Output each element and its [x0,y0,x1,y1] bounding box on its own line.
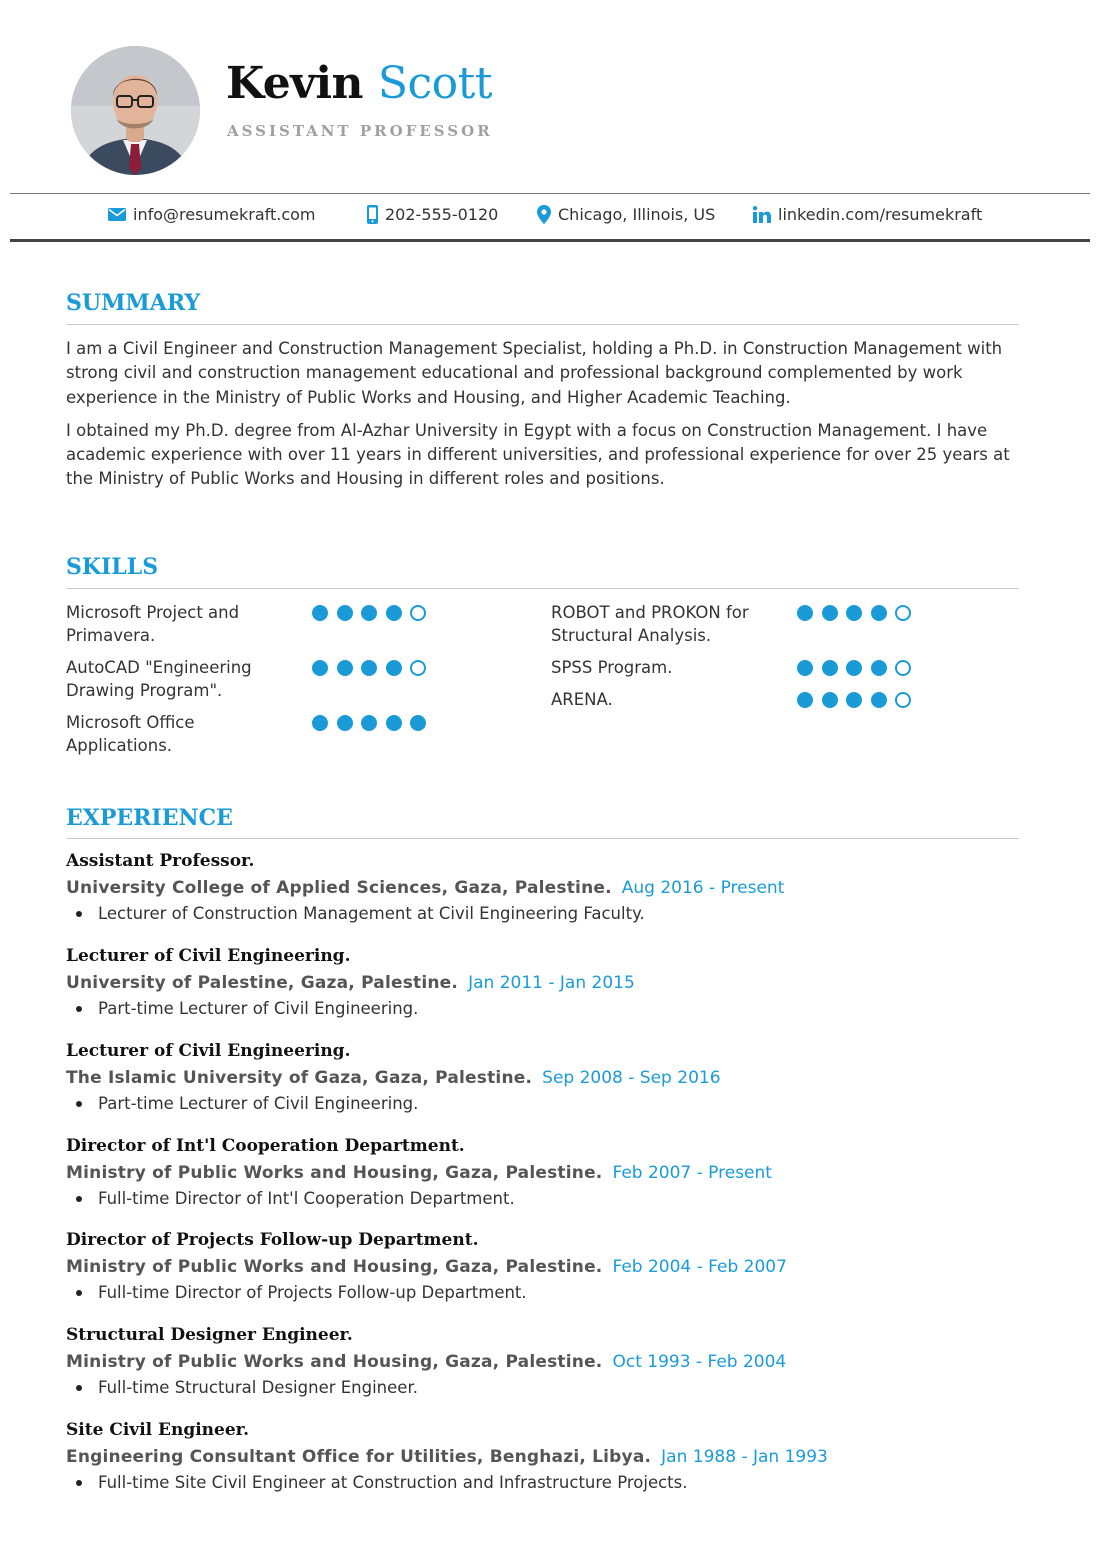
experience-entry [66,850,1026,925]
job-bullet [66,1188,1026,1210]
job-bullet [66,903,1026,925]
phone-text: 202-555-0120 [385,205,499,224]
summary-paragraph: I obtained my Ph.D. degree from Al-Azhar University in Egypt with a focus on Construction Management. I have academic experience with over 11 years in different universities, and professional experience for over 25 years at the Ministry of Public Works and Housing in different roles and positions. [66,420,1010,489]
employer: Engineering Consultant Office for Utilities, Benghazi, Libya. [66,1447,652,1467]
experience-entry [66,945,1026,1020]
skill-item [551,601,911,647]
bullet-text: Part-time Lecturer of Civil Engineering. [98,1094,419,1113]
bullet-text: Full-time Structural Designer Engineer. [98,1378,418,1397]
skill-rating [797,601,911,647]
employer: Ministry of Public Works and Housing, Gaza, Palestine. [66,1352,603,1372]
linkedin-text: linkedin.com/resumekraft [778,205,983,224]
bullet-icon [76,1480,82,1486]
contact-linkedin[interactable] [753,205,982,224]
job-role: Lecturer of Civil Engineering. [66,946,351,966]
bullet-text: Full-time Director of Int'l Cooperation Department. [98,1189,515,1208]
experience-entry [66,1324,1026,1399]
rating-dot-filled [846,660,862,676]
map-pin-icon [537,205,551,224]
skill-name: Microsoft Office Applications. [66,713,195,755]
contact-bar [0,205,1100,235]
contact-location [537,205,715,224]
rating-dot-filled [386,660,402,676]
rating-dot-filled [822,660,838,676]
bullet-icon [76,911,82,917]
rating-dot-filled [361,660,377,676]
rating-dot-filled [337,660,353,676]
job-bullet [66,1472,1026,1494]
bullet-text: Full-time Director of Projects Follow-up Department. [98,1283,527,1302]
linkedin-icon [753,206,771,223]
experience-entry [66,1419,1026,1494]
rating-dot-filled [386,605,402,621]
skill-name: ROBOT and PROKON for Structural Analysis. [551,603,749,645]
experience-divider [66,838,1019,839]
bullet-icon [76,1006,82,1012]
date-range: Feb 2007 - Present [612,1163,772,1183]
rating-dot-empty [895,692,911,708]
job-role: Lecturer of Civil Engineering. [66,1041,351,1061]
location-text: Chicago, Illinois, US [558,205,716,224]
rating-dot-filled [361,715,377,731]
employer: University of Palestine, Gaza, Palestine. [66,973,459,993]
rating-dot-filled [312,660,328,676]
last-name: Scott [377,58,493,109]
rating-dot-filled [822,605,838,621]
skill-name: ARENA. [551,690,613,709]
rating-dot-filled [361,605,377,621]
contact-phone[interactable] [367,205,498,224]
rating-dot-filled [797,692,813,708]
date-range: Aug 2016 - Present [621,878,785,898]
job-role: Director of Projects Follow-up Department. [66,1230,479,1250]
rating-dot-filled [871,692,887,708]
job-bullet [66,1093,1026,1115]
job-bullet [66,998,1026,1020]
rating-dot-empty [410,605,426,621]
job-role: Structural Designer Engineer. [66,1325,353,1345]
skill-item [66,711,426,757]
bullet-icon [76,1385,82,1391]
employer: Ministry of Public Works and Housing, Gaza, Palestine. [66,1257,603,1277]
job-bullet [66,1377,1026,1399]
job-title: ASSISTANT PROFESSOR [227,122,493,140]
rating-dot-filled [846,692,862,708]
first-name: Kevin [226,58,364,109]
summary-text [66,337,1026,501]
experience-entry [66,1229,1026,1304]
date-range: Sep 2008 - Sep 2016 [542,1068,721,1088]
skill-name: AutoCAD "Engineering Drawing Program". [66,658,252,700]
skill-item [66,656,426,702]
contact-email[interactable] [108,205,316,224]
rating-dot-filled [797,605,813,621]
rating-dot-filled [312,715,328,731]
skill-item [551,688,911,711]
bullet-icon [76,1101,82,1107]
employer: University College of Applied Sciences, Gaza, Palestine. [66,878,612,898]
skill-rating [312,601,426,647]
rating-dot-filled [312,605,328,621]
rating-dot-filled [386,715,402,731]
skill-rating [312,656,426,702]
bullet-icon [76,1196,82,1202]
bullet-text: Lecturer of Construction Management at Civil Engineering Faculty. [98,904,645,923]
rating-dot-filled [797,660,813,676]
job-role: Assistant Professor. [66,851,255,871]
rating-dot-filled [337,715,353,731]
skill-item [66,601,426,647]
experience-entry [66,1135,1026,1210]
skill-rating [797,656,911,679]
rating-dot-empty [895,605,911,621]
skill-name: Microsoft Project and Primavera. [66,603,240,645]
summary-divider [66,324,1019,325]
email-text: info@resumekraft.com [133,205,316,224]
header-divider-bottom [10,239,1090,242]
header-divider-top [10,193,1090,194]
job-role: Director of Int'l Cooperation Department. [66,1136,465,1156]
skills-divider [66,588,1019,589]
bullet-text: Full-time Site Civil Engineer at Construction and Infrastructure Projects. [98,1473,688,1492]
mobile-phone-icon [367,205,378,224]
skill-item [551,656,911,679]
summary-heading: SUMMARY [66,290,201,316]
skill-rating [312,711,426,757]
rating-dot-filled [337,605,353,621]
rating-dot-filled [871,605,887,621]
skills-heading: SKILLS [66,554,159,580]
candidate-name [226,58,492,109]
rating-dot-filled [846,605,862,621]
experience-entry [66,1040,1026,1115]
employer: The Islamic University of Gaza, Gaza, Palestine. [66,1068,533,1088]
date-range: Oct 1993 - Feb 2004 [612,1352,787,1372]
skill-rating [797,688,911,711]
envelope-icon [108,208,126,221]
rating-dot-filled [410,715,426,731]
date-range: Feb 2004 - Feb 2007 [612,1257,787,1277]
date-range: Jan 1988 - Jan 1993 [661,1447,828,1467]
bullet-text: Part-time Lecturer of Civil Engineering. [98,999,419,1018]
rating-dot-empty [895,660,911,676]
job-bullet [66,1282,1026,1304]
job-role: Site Civil Engineer. [66,1420,249,1440]
experience-heading: EXPERIENCE [66,805,233,831]
profile-photo [71,46,200,175]
employer: Ministry of Public Works and Housing, Gaza, Palestine. [66,1163,603,1183]
rating-dot-empty [410,660,426,676]
rating-dot-filled [871,660,887,676]
skill-name: SPSS Program. [551,658,673,677]
rating-dot-filled [822,692,838,708]
date-range: Jan 2011 - Jan 2015 [468,973,635,993]
bullet-icon [76,1290,82,1296]
summary-paragraph: I am a Civil Engineer and Construction Management Specialist, holding a Ph.D. in Construction Management with strong civil and construction management educational and professional background complemented by work experience in the Ministry of Public Works and Housing, and Higher Academic Teaching. [66,339,1003,407]
